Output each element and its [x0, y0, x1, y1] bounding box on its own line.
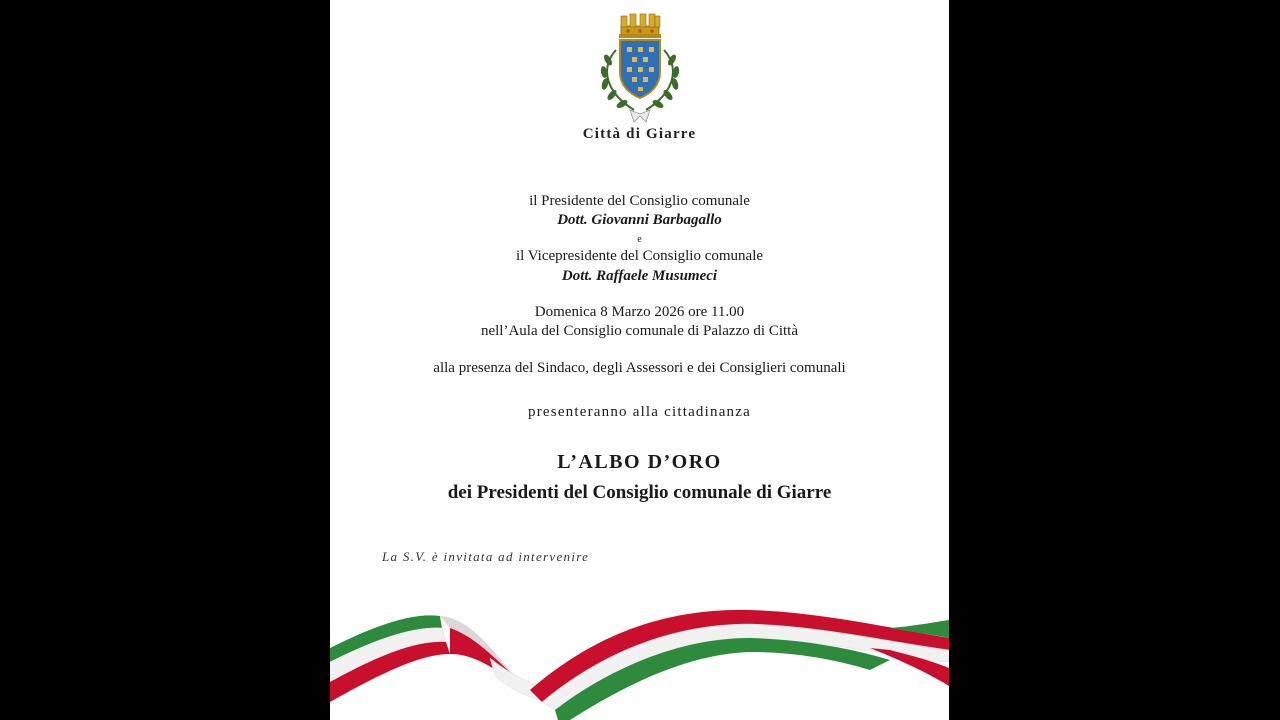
event-location: nell’Aula del Consiglio comunale di Palazzo di Città: [480, 323, 798, 339]
vice-name: Dott. Raffaele Musumeci: [561, 268, 718, 284]
president-name: Dott. Giovanni Barbagallo: [557, 212, 722, 228]
event-title: L’ALBO D’ORO: [557, 451, 722, 473]
shield-icon: [620, 40, 660, 98]
president-role: il Presidente del Consiglio comunale: [529, 193, 750, 209]
invitation-page: [330, 0, 949, 720]
event-action: presenteranno alla cittadinanza: [528, 404, 751, 420]
event-subtitle: dei Presidenti del Consiglio comunale di Giarre: [447, 482, 832, 503]
tricolor-ribbon-icon: [330, 598, 949, 720]
city-crest-icon: [594, 10, 686, 126]
invitation-text: La S.V. è invitata ad intervenire: [382, 549, 590, 564]
crown-icon: [619, 14, 661, 38]
vice-role: il Vicepresidente del Consiglio comunale: [515, 248, 764, 264]
event-presence: alla presenza del Sindaco, degli Assessori e dei Consiglieri comunali: [433, 360, 846, 376]
event-datetime: Domenica 8 Marzo 2026 ore 11.00: [534, 304, 745, 320]
city-name: Città di Giarre: [582, 126, 697, 142]
conjunction: e: [637, 234, 642, 245]
